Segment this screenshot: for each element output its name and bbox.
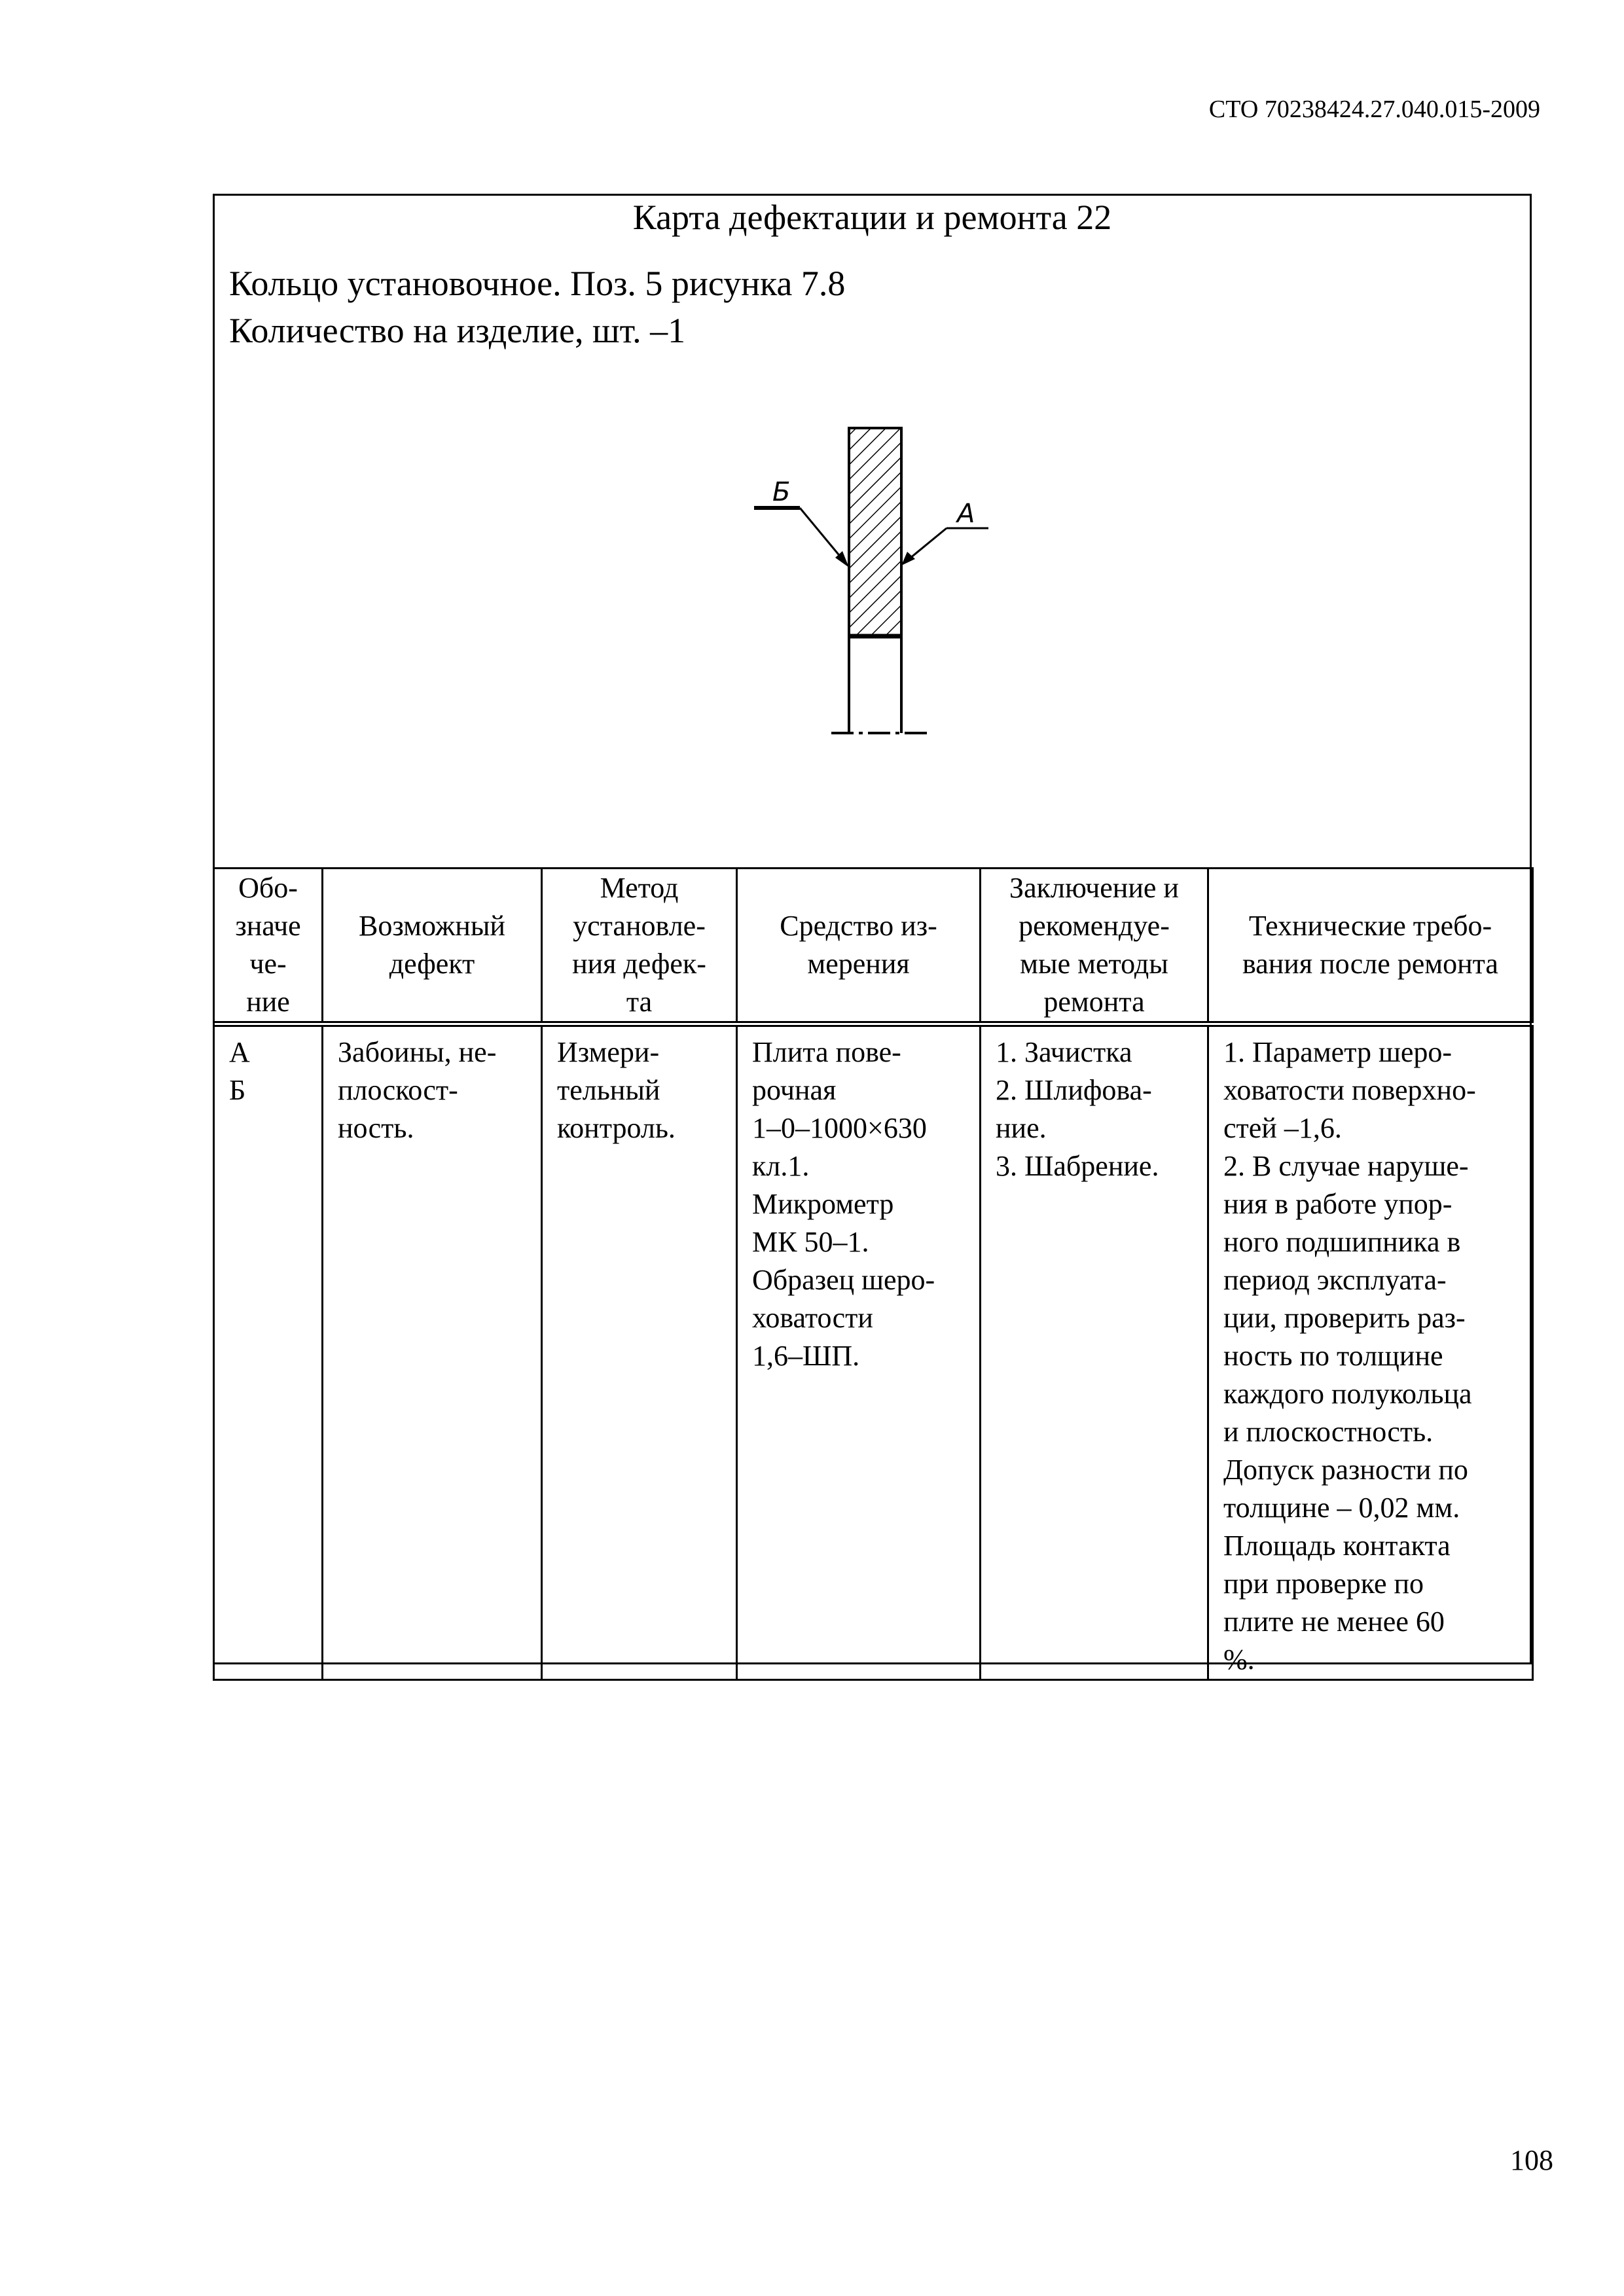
header-designation: Обо- значе че- ние: [214, 869, 323, 1024]
defect-table: [213, 867, 1534, 1681]
header-detection-method: Метод установле- ния дефек- та: [542, 869, 737, 1024]
header-repair-methods: Заключение и рекомендуе- мые методы ремонта: [981, 869, 1208, 1024]
cell-detection-method: Измери- тельный контроль.: [542, 1024, 737, 1680]
leader-b: [754, 477, 849, 567]
table-header-row: [214, 869, 1533, 1024]
leader-a: [901, 499, 988, 565]
cell-designation: А Б: [214, 1024, 323, 1680]
cell-defect: Забоины, не- плоскост- ность.: [323, 1024, 542, 1680]
label-a: А: [957, 499, 975, 529]
label-b: Б: [772, 477, 791, 507]
table-row: [214, 1024, 1533, 1680]
card-title: Карта дефектации и ремонта 22: [632, 198, 1112, 237]
cell-requirements: 1. Параметр шеро- ховатости поверхно- стей –1,6. 2. В случае наруше- ния в работе упор- ного подшипника в период эксплуата- ции, проверить раз- ность по толщине каждого полукольца и плоскостность. Допуск разности по толщине – 0,02 мм. Площадь контакта при проверке по плите не менее 60 %.: [1208, 1024, 1533, 1680]
ring-section-outline: [831, 636, 931, 733]
header-requirements: Технические требо- вания после ремонта: [1208, 869, 1533, 1024]
document-code: СТО 70238424.27.040.015-2009: [1208, 96, 1540, 123]
ring-section-hatched: [849, 428, 901, 636]
header-measuring-tool: Средство из- мерения: [737, 869, 981, 1024]
header-defect: Возможный дефект: [323, 869, 542, 1024]
page-number: 108: [1510, 2144, 1553, 2176]
cell-repair-methods: 1. Зачистка 2. Шлифова- ние. 3. Шабрение.: [981, 1024, 1208, 1680]
ring-section-drawing: [746, 419, 1021, 759]
part-name-line: Кольцо установочное. Поз. 5 рисунка 7.8: [229, 264, 846, 303]
quantity-line: Количество на изделие, шт. –1: [229, 311, 686, 350]
cell-measuring-tool: Плита пове- рочная 1–0–1000×630 кл.1. Микрометр МК 50–1. Образец шеро- ховатости 1,6–ШП.: [737, 1024, 981, 1680]
